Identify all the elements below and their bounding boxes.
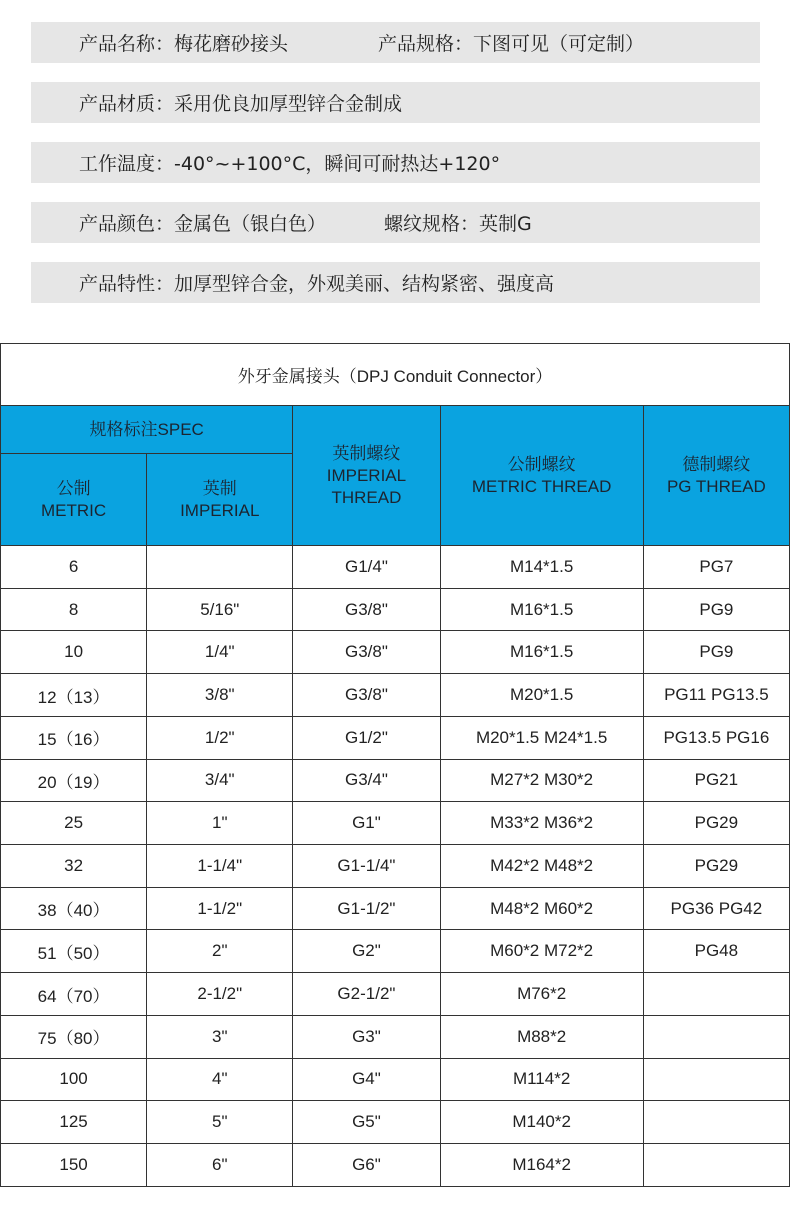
cell-imperial-thread: G1-1/4" bbox=[293, 845, 440, 888]
table-row bbox=[1, 802, 790, 845]
cell-metric: 125 bbox=[1, 1101, 147, 1144]
table-row bbox=[1, 759, 790, 802]
cell-imperial bbox=[147, 546, 293, 589]
cell-metric: 51（50） bbox=[1, 930, 147, 973]
table-row bbox=[1, 631, 790, 674]
cell-metric-thread: M27*2 M30*2 bbox=[440, 759, 643, 802]
cell-metric-thread: M16*1.5 bbox=[440, 588, 643, 631]
table-title: 外牙金属接头（DPJ Conduit Connector） bbox=[1, 344, 790, 406]
cell-metric: 25 bbox=[1, 802, 147, 845]
cell-imperial: 1/2" bbox=[147, 716, 293, 759]
table-row bbox=[1, 1101, 790, 1144]
cell-metric: 12（13） bbox=[1, 674, 147, 717]
cell-metric: 8 bbox=[1, 588, 147, 631]
pg-thread-en: PG THREAD bbox=[666, 476, 766, 496]
cell-pg-thread bbox=[643, 1101, 789, 1144]
cell-pg-thread: PG21 bbox=[643, 759, 789, 802]
table-row bbox=[1, 1058, 790, 1101]
cell-imperial: 1" bbox=[147, 802, 293, 845]
table-row bbox=[1, 588, 790, 631]
cell-metric: 38（40） bbox=[1, 887, 147, 930]
cell-imperial-thread: G2-1/2" bbox=[293, 973, 440, 1016]
cell-metric-thread: M60*2 M72*2 bbox=[440, 930, 643, 973]
cell-imperial: 4" bbox=[147, 1058, 293, 1101]
cell-pg-thread: PG11 PG13.5 bbox=[643, 674, 789, 717]
cell-imperial-thread: G1/4" bbox=[293, 546, 440, 589]
cell-imperial-thread: G2" bbox=[293, 930, 440, 973]
cell-metric: 64（70） bbox=[1, 973, 147, 1016]
cell-metric: 100 bbox=[1, 1058, 147, 1101]
cell-imperial: 6" bbox=[147, 1144, 293, 1187]
cell-imperial: 1/4" bbox=[147, 631, 293, 674]
metric-thread-en: METRIC THREAD bbox=[471, 476, 612, 496]
cell-metric: 15（16） bbox=[1, 716, 147, 759]
cell-pg-thread bbox=[643, 1058, 789, 1101]
cell-pg-thread: PG36 PG42 bbox=[643, 887, 789, 930]
cell-pg-thread: PG29 bbox=[643, 802, 789, 845]
imperial-cn: 英制 bbox=[202, 478, 237, 498]
cell-metric: 10 bbox=[1, 631, 147, 674]
cell-metric-thread: M140*2 bbox=[440, 1101, 643, 1144]
cell-imperial: 1-1/2" bbox=[147, 887, 293, 930]
info-bar-temperature bbox=[31, 142, 760, 183]
cell-metric-thread: M16*1.5 bbox=[440, 631, 643, 674]
table-row bbox=[1, 1144, 790, 1187]
cell-pg-thread: PG9 bbox=[643, 631, 789, 674]
metric-header bbox=[1, 454, 147, 546]
table-row bbox=[1, 973, 790, 1016]
cell-metric: 150 bbox=[1, 1144, 147, 1187]
cell-metric: 20（19） bbox=[1, 759, 147, 802]
product-material: 产品材质：采用优良加厚型锌合金制成 bbox=[79, 93, 403, 115]
cell-metric-thread: M88*2 bbox=[440, 1015, 643, 1058]
cell-imperial-thread: G3/8" bbox=[293, 588, 440, 631]
working-temperature: 工作温度：-40°~+100°C，瞬间可耐热达+120° bbox=[79, 153, 501, 175]
cell-pg-thread: PG7 bbox=[643, 546, 789, 589]
cell-imperial: 1-1/4" bbox=[147, 845, 293, 888]
info-bar-features bbox=[31, 262, 760, 303]
table-row bbox=[1, 546, 790, 589]
cell-imperial: 5/16" bbox=[147, 588, 293, 631]
info-bar-material bbox=[31, 82, 760, 123]
cell-imperial-thread: G1/2" bbox=[293, 716, 440, 759]
info-bar-name-spec bbox=[31, 22, 760, 63]
metric-thread-header bbox=[440, 406, 643, 546]
cell-imperial: 5" bbox=[147, 1101, 293, 1144]
product-name: 产品名称：梅花磨砂接头 bbox=[79, 33, 289, 55]
cell-pg-thread: PG9 bbox=[643, 588, 789, 631]
cell-imperial-thread: G1-1/2" bbox=[293, 887, 440, 930]
cell-imperial: 3/8" bbox=[147, 674, 293, 717]
cell-imperial: 3" bbox=[147, 1015, 293, 1058]
cell-pg-thread: PG48 bbox=[643, 930, 789, 973]
imperial-en: IMPERIAL bbox=[180, 500, 260, 520]
imperial-thread-cn: 英制螺纹 bbox=[332, 443, 401, 463]
pg-thread-cn: 德制螺纹 bbox=[682, 454, 751, 474]
cell-imperial-thread: G6" bbox=[293, 1144, 440, 1187]
cell-metric-thread: M164*2 bbox=[440, 1144, 643, 1187]
cell-pg-thread: PG13.5 PG16 bbox=[643, 716, 789, 759]
cell-pg-thread bbox=[643, 1144, 789, 1187]
cell-pg-thread bbox=[643, 973, 789, 1016]
cell-imperial: 3/4" bbox=[147, 759, 293, 802]
metric-thread-cn: 公制螺纹 bbox=[507, 454, 576, 474]
cell-imperial-thread: G1" bbox=[293, 802, 440, 845]
pg-thread-header bbox=[643, 406, 789, 546]
cell-metric-thread: M48*2 M60*2 bbox=[440, 887, 643, 930]
spec-group-header: 规格标注SPEC bbox=[1, 406, 293, 454]
cell-metric-thread: M42*2 M48*2 bbox=[440, 845, 643, 888]
table-row bbox=[1, 716, 790, 759]
cell-imperial-thread: G4" bbox=[293, 1058, 440, 1101]
product-features: 产品特性：加厚型锌合金，外观美丽、结构紧密、强度高 bbox=[79, 273, 555, 295]
cell-imperial: 2-1/2" bbox=[147, 973, 293, 1016]
cell-metric-thread: M20*1.5 bbox=[440, 674, 643, 717]
cell-metric: 6 bbox=[1, 546, 147, 589]
product-color: 产品颜色：金属色（银白色） bbox=[79, 213, 327, 235]
spec-table bbox=[0, 343, 790, 1187]
cell-imperial-thread: G3/4" bbox=[293, 759, 440, 802]
metric-cn: 公制 bbox=[56, 478, 91, 498]
table-row bbox=[1, 930, 790, 973]
table-row bbox=[1, 1015, 790, 1058]
cell-metric: 75（80） bbox=[1, 1015, 147, 1058]
cell-metric-thread: M33*2 M36*2 bbox=[440, 802, 643, 845]
imperial-thread-en2: THREAD bbox=[331, 487, 402, 507]
imperial-header bbox=[147, 454, 293, 546]
cell-pg-thread: PG29 bbox=[643, 845, 789, 888]
cell-imperial: 2" bbox=[147, 930, 293, 973]
cell-metric-thread: M14*1.5 bbox=[440, 546, 643, 589]
cell-metric-thread: M76*2 bbox=[440, 973, 643, 1016]
thread-spec: 螺纹规格：英制G bbox=[384, 213, 532, 235]
table-row bbox=[1, 845, 790, 888]
cell-metric-thread: M114*2 bbox=[440, 1058, 643, 1101]
imperial-thread-en1: IMPERIAL bbox=[326, 465, 407, 485]
table-row bbox=[1, 887, 790, 930]
info-bar-color-thread bbox=[31, 202, 760, 243]
cell-imperial-thread: G3" bbox=[293, 1015, 440, 1058]
metric-en: METRIC bbox=[41, 500, 107, 520]
cell-imperial-thread: G5" bbox=[293, 1101, 440, 1144]
cell-imperial-thread: G3/8" bbox=[293, 631, 440, 674]
cell-metric-thread: M20*1.5 M24*1.5 bbox=[440, 716, 643, 759]
imperial-thread-header bbox=[293, 406, 440, 546]
cell-imperial-thread: G3/8" bbox=[293, 674, 440, 717]
table-row bbox=[1, 674, 790, 717]
cell-metric: 32 bbox=[1, 845, 147, 888]
product-spec: 产品规格：下图可见（可定制） bbox=[378, 33, 645, 55]
cell-pg-thread bbox=[643, 1015, 789, 1058]
